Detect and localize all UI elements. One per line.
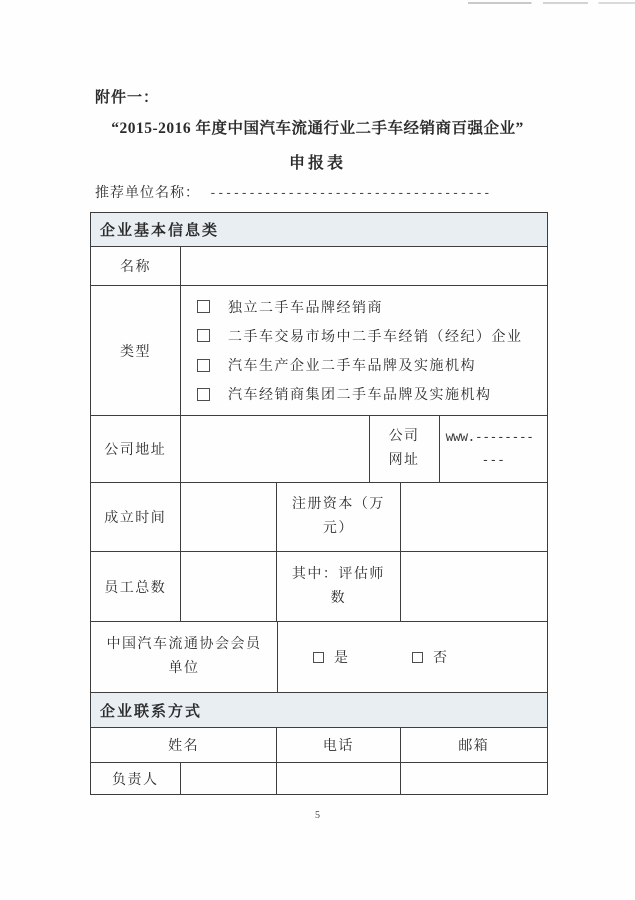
recommender-label: 推荐单位名称：: [95, 186, 200, 201]
scan-edge-artifact: [468, 2, 635, 4]
type-option-independent[interactable]: [197, 297, 383, 317]
contact-person-email-field[interactable]: [401, 763, 547, 794]
association-member-label: 中国汽车流通协会会员单位: [91, 622, 278, 692]
row-employees-appraisers: [91, 552, 547, 622]
appraisers-count-field[interactable]: [401, 552, 547, 621]
type-option-label: 汽车生产企业二手车品牌及实施机构: [228, 359, 476, 375]
contact-person-label: 负责人: [91, 763, 181, 794]
company-website-field[interactable]: [440, 416, 547, 482]
contact-person-phone-field[interactable]: [277, 763, 400, 794]
type-option-label: 独立二手车品牌经销商: [228, 300, 383, 316]
type-option-label: 汽车经销商集团二手车品牌及实施机构: [228, 388, 492, 404]
company-address-label: 公司地址: [91, 416, 181, 482]
contact-person-name-field[interactable]: [181, 763, 278, 794]
contact-column-email: 邮箱: [458, 739, 490, 754]
checkbox-icon[interactable]: [197, 329, 210, 342]
company-website-label: 公司网址: [370, 416, 440, 482]
row-company-name: [91, 247, 547, 286]
company-name-label: 名称: [91, 247, 181, 285]
founded-date-field[interactable]: [181, 483, 278, 551]
type-option-market[interactable]: [197, 326, 523, 346]
checkbox-icon[interactable]: [197, 359, 210, 372]
member-no-option[interactable]: [412, 647, 449, 667]
company-name-field[interactable]: [181, 247, 547, 285]
checkbox-icon[interactable]: [412, 652, 423, 663]
company-type-options: [181, 286, 547, 415]
attachment-label: 附件一：: [95, 90, 160, 106]
association-member-choices: [278, 622, 547, 692]
contact-column-name: 姓名: [91, 728, 277, 762]
recommender-blank-field[interactable]: ------------------------------------: [209, 186, 491, 201]
company-type-label: 类型: [91, 286, 181, 415]
total-employees-label: 员工总数: [91, 552, 181, 621]
document-subtitle: 申报表: [288, 155, 346, 172]
page-number: 5: [315, 810, 320, 821]
website-value-line2: ---: [481, 453, 506, 468]
registered-capital-label: 注册资本（万元）: [277, 483, 401, 551]
founded-date-label: 成立时间: [91, 483, 181, 551]
row-company-type: [91, 286, 547, 416]
type-option-label: 二手车交易市场中二手车经销（经纪）企业: [228, 329, 523, 345]
member-yes-label: 是: [334, 651, 350, 666]
row-contact-person: [91, 763, 547, 794]
contact-column-phone: 电话: [277, 728, 400, 762]
member-yes-option[interactable]: [313, 647, 350, 667]
type-option-manufacturer[interactable]: [197, 355, 476, 375]
row-contact-columns: [91, 728, 547, 763]
section-header-contact-info: 企业联系方式: [91, 693, 547, 728]
document-title: “2015-2016 年度中国汽车流通行业二手车经销商百强企业”: [111, 120, 524, 137]
checkbox-icon[interactable]: [313, 652, 324, 663]
member-no-label: 否: [433, 651, 449, 666]
type-option-dealer-group[interactable]: [197, 384, 492, 404]
total-employees-field[interactable]: [181, 552, 278, 621]
checkbox-icon[interactable]: [197, 300, 210, 313]
row-founded-capital: [91, 483, 547, 552]
recommender-row: [95, 182, 491, 202]
company-address-field[interactable]: [181, 416, 370, 482]
section-header-basic-info: 企业基本信息类: [91, 213, 547, 247]
checkbox-icon[interactable]: [197, 388, 210, 401]
registered-capital-field[interactable]: [401, 483, 547, 551]
application-form-table: [90, 212, 548, 795]
website-value-line1: www.--------: [445, 430, 534, 445]
appraisers-count-label: 其中：评估师数: [277, 552, 401, 621]
row-association-member: [91, 622, 547, 693]
row-address-website: [91, 416, 547, 483]
